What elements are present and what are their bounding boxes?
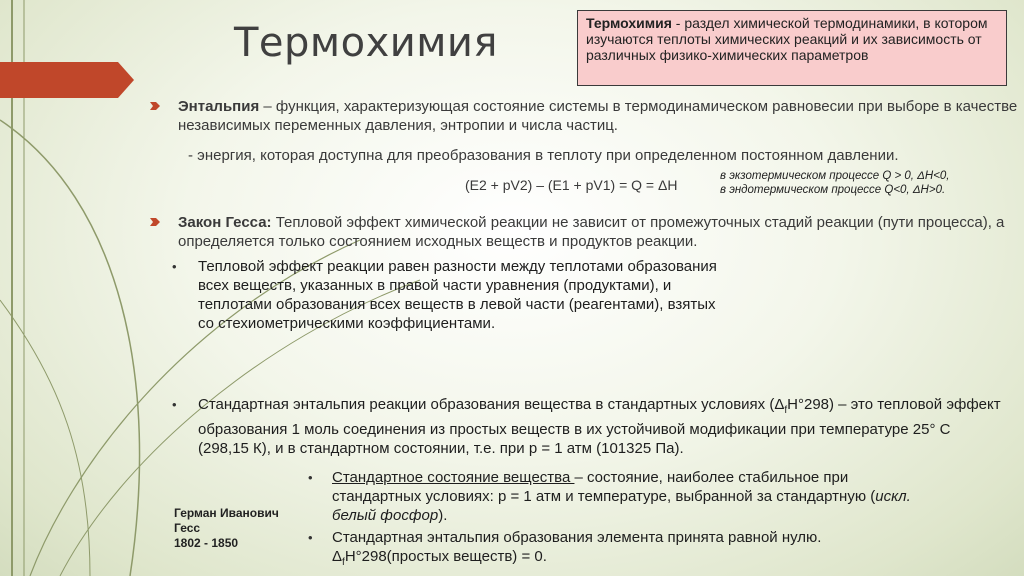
bullet-icon: • [172, 397, 177, 412]
hess-bullet-1: Тепловой эффект реакции равен разности между теплотами образования всех веществ, указанных в правой части уравнения (продуктами), и теплотами образования всех веществ в левой части (реагентами), взятых со стехиометрическими коэффициентами. [198, 258, 717, 332]
standard-state [332, 468, 922, 525]
hess-text: Тепловой эффект химической реакции не зависит от промежуточных стадий реакции (пути процесса), а определяется только состоянием исходных веществ и продуктов реакции. [178, 214, 1005, 250]
bio-name-1: Герман Иванович [174, 506, 279, 520]
enthalpy-note: - энергия, которая доступна для преобразования в теплоту при определенном постоянном давлении. [188, 147, 899, 164]
arrow-bullet-icon [150, 217, 160, 227]
enthalpy-paragraph [178, 97, 1018, 135]
bullet2-sub: f [784, 405, 788, 416]
standard-zero [332, 528, 932, 572]
portrait-caption [174, 506, 279, 551]
definition-term: Термохимия [586, 15, 672, 31]
zero-b2: H°298(простых веществ) = 0. [344, 548, 547, 565]
standard-state-term: Стандартное состояние вещества [332, 469, 575, 486]
hess-paragraph [178, 213, 1013, 251]
enthalpy-formula: (E2 + pV2) – (E1 + pV1) = Q = ΔH [465, 177, 678, 193]
page-title: Термохимия [234, 20, 498, 66]
bullet2-part-b: H°298) – это тепловой эффект образования 1 моль соединения из простых веществ в их устойчивой модификации при температуре 25° С (298,15 К), и в стандартном состоянии, т.е. при р = 1 атм (101325 Па). [198, 396, 1001, 457]
bullet-icon: • [308, 530, 313, 545]
arrow-bullet-icon [150, 101, 160, 111]
hess-term: Закон Гесса: [178, 214, 272, 231]
bullet-icon: • [308, 470, 313, 485]
enthalpy-text: – функция, характеризующая состояние системы в термодинамическом равновесии при выборе в качестве независимых переменных давления, энтропии и числа частиц. [178, 98, 1018, 134]
exo-note: в экзотермическом процессе Q > 0, ΔH<0, [720, 170, 950, 182]
bullet-icon: • [172, 259, 177, 274]
bio-years: 1802 - 1850 [174, 536, 239, 550]
zero-sub: f [342, 557, 345, 568]
accent-arrow [0, 62, 134, 98]
bullet2-part-a: Стандартная энтальпия реакции образования вещества в стандартных условиях (Δ [198, 396, 785, 413]
standard-state-italic: искл. белый фосфор [332, 488, 911, 524]
zero-b1: Δ [332, 548, 343, 565]
endo-note: в эндотермическом процессе Q<0, ΔH>0. [720, 184, 946, 196]
enthalpy-term: Энтальпия [178, 98, 260, 115]
definition-text: - раздел химической термодинамики, в котором изучаются теплоты химических реакций и их зависимость от различных физико-химических параметров [586, 15, 988, 63]
zero-line-a: Стандартная энтальпия образования элемента принята равной нулю. [332, 529, 822, 546]
standard-state-text: – состояние, наиболее стабильное при стандартных условиях: р = 1 атм и температуре, выбранной за стандартную ( [332, 469, 876, 505]
definition-box [577, 10, 1007, 86]
hess-bullet-2 [198, 395, 1003, 458]
bio-name-2: Гесс [174, 521, 201, 535]
standard-state-end: ). [438, 507, 448, 524]
